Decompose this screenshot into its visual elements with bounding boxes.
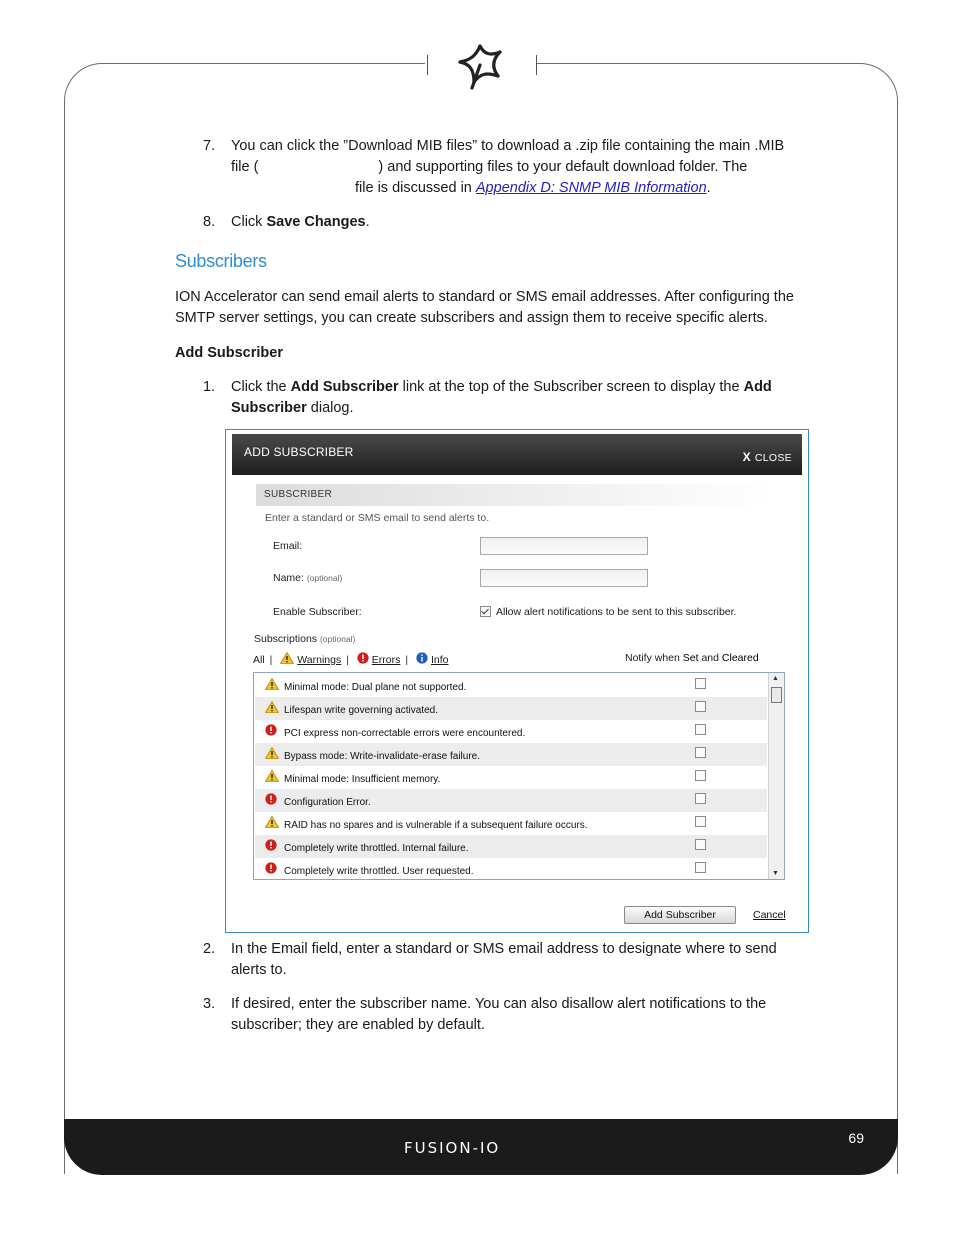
dialog-title-bar bbox=[232, 434, 802, 475]
list-scrollbar[interactable] bbox=[768, 673, 784, 879]
add-subscriber-button[interactable]: Add Subscriber bbox=[624, 906, 736, 924]
close-button[interactable]: X CLOSE bbox=[742, 450, 792, 464]
notify-header: Notify when Set and Cleared bbox=[625, 652, 759, 664]
step-2: 2. In the Email field, enter a standard or SMS email address to designate where to send alerts to. bbox=[203, 941, 777, 978]
alert-row[interactable] bbox=[255, 743, 767, 766]
email-field[interactable] bbox=[480, 537, 648, 555]
alert-row[interactable] bbox=[255, 674, 767, 697]
fusion-io-star-logo bbox=[452, 40, 508, 90]
error-icon bbox=[357, 652, 369, 664]
add-subscriber-heading: Add Subscriber bbox=[175, 345, 283, 361]
filter-errors[interactable]: Errors bbox=[371, 654, 401, 666]
error-icon bbox=[265, 793, 279, 807]
alert-row[interactable] bbox=[255, 812, 767, 835]
add-subscriber-dialog bbox=[225, 429, 809, 933]
appendix-d-link[interactable]: Appendix D: SNMP MIB Information bbox=[475, 180, 707, 196]
alert-row[interactable] bbox=[255, 858, 767, 880]
header-divider-right bbox=[536, 55, 537, 75]
notify-checkbox[interactable] bbox=[695, 724, 706, 735]
notify-checkbox[interactable] bbox=[695, 770, 706, 781]
alert-label: RAID has no spares and is vulnerable if a subsequent failure occurs. bbox=[284, 820, 588, 831]
filter-warnings[interactable]: Warnings bbox=[297, 654, 342, 666]
scroll-down-icon[interactable]: ▼ bbox=[772, 870, 779, 877]
notify-checkbox[interactable] bbox=[695, 816, 706, 827]
enable-subscriber-label: Enable Subscriber: bbox=[273, 606, 362, 618]
notify-checkbox[interactable] bbox=[695, 839, 706, 850]
notify-checkbox[interactable] bbox=[695, 747, 706, 758]
subscriber-section-header: SUBSCRIBER bbox=[256, 484, 774, 506]
warning-icon bbox=[280, 652, 294, 664]
alert-label: Completely write throttled. Internal failure. bbox=[284, 843, 469, 854]
alert-label: Configuration Error. bbox=[284, 797, 371, 808]
notify-checkbox[interactable] bbox=[695, 862, 706, 873]
alert-row[interactable] bbox=[255, 789, 767, 812]
step-7: 7. You can click the ”Download MIB files” to download a .zip file containing the main .MIB file ( ) and supporting files to your default download folder. The file is discussed in Appendix D: SNMP MIB Information. bbox=[203, 138, 785, 196]
info-icon bbox=[416, 652, 428, 664]
enable-checkbox-label: Allow alert notifications to be sent to this subscriber. bbox=[496, 606, 737, 618]
alert-label: Minimal mode: Dual plane not supported. bbox=[284, 682, 467, 693]
warning-icon bbox=[265, 701, 279, 715]
name-field[interactable] bbox=[480, 569, 648, 587]
step-3: 3. If desired, enter the subscriber name. You can also disallow alert notifications to the subscriber; they are enabled by default. bbox=[203, 996, 767, 1033]
alert-label: Completely write throttled. User requested. bbox=[284, 866, 474, 877]
dialog-instructions: Enter a standard or SMS email to send alerts to. bbox=[265, 512, 490, 524]
email-label: Email: bbox=[273, 540, 303, 552]
step-1: 1. Click the Add Subscriber link at the top of the Subscriber screen to display the Add Subscriber dialog. bbox=[203, 379, 772, 416]
page-footer bbox=[64, 1119, 898, 1175]
intro-paragraph: ION Accelerator can send email alerts to standard or SMS email addresses. After configuring the SMTP server settings, you can create subscribers and assign them to receive specific alerts. bbox=[175, 289, 794, 326]
cancel-link[interactable]: Cancel bbox=[753, 909, 786, 921]
alert-row[interactable] bbox=[255, 697, 767, 720]
alerts-list[interactable] bbox=[253, 672, 785, 880]
error-icon bbox=[265, 724, 279, 738]
alert-row[interactable] bbox=[255, 835, 767, 858]
page-number: 69 bbox=[848, 1130, 864, 1146]
notify-checkbox[interactable] bbox=[695, 793, 706, 804]
notify-checkbox[interactable] bbox=[695, 678, 706, 689]
dialog-title: ADD SUBSCRIBER bbox=[244, 445, 354, 459]
filter-info[interactable]: Info bbox=[430, 654, 449, 666]
svg-text:FUSION-IO: FUSION-IO bbox=[404, 1139, 501, 1157]
enable-subscriber-checkbox[interactable] bbox=[480, 606, 491, 617]
alert-label: PCI express non-correctable errors were encountered. bbox=[284, 728, 526, 739]
scroll-thumb[interactable] bbox=[771, 687, 782, 703]
filter-all[interactable]: All bbox=[253, 654, 265, 666]
notify-checkbox[interactable] bbox=[695, 701, 706, 712]
header-divider-left bbox=[427, 55, 428, 75]
close-icon: X bbox=[742, 450, 751, 464]
scroll-up-icon[interactable]: ▲ bbox=[772, 675, 779, 682]
name-label: Name: (optional) bbox=[273, 572, 343, 584]
warning-icon bbox=[265, 747, 279, 761]
warning-icon bbox=[265, 770, 279, 784]
alert-label: Lifespan write governing activated. bbox=[284, 705, 438, 716]
alert-row[interactable] bbox=[255, 766, 767, 789]
alert-label: Bypass mode: Write-invalidate-erase failure. bbox=[284, 751, 481, 762]
subscriptions-label: Subscriptions (optional) bbox=[254, 633, 356, 645]
warning-icon bbox=[265, 678, 279, 692]
step-8: 8. Click Save Changes. bbox=[203, 214, 370, 230]
error-icon bbox=[265, 862, 279, 876]
alert-label: Minimal mode: Insufficient memory. bbox=[284, 774, 441, 785]
section-heading: Subscribers bbox=[175, 251, 267, 271]
subscription-filters: All | Warnings | Errors | Info Notify when Set and Cleared bbox=[253, 652, 759, 666]
fusion-io-wordmark bbox=[404, 1139, 554, 1157]
error-icon bbox=[265, 839, 279, 853]
warning-icon bbox=[265, 816, 279, 830]
alert-row[interactable] bbox=[255, 720, 767, 743]
